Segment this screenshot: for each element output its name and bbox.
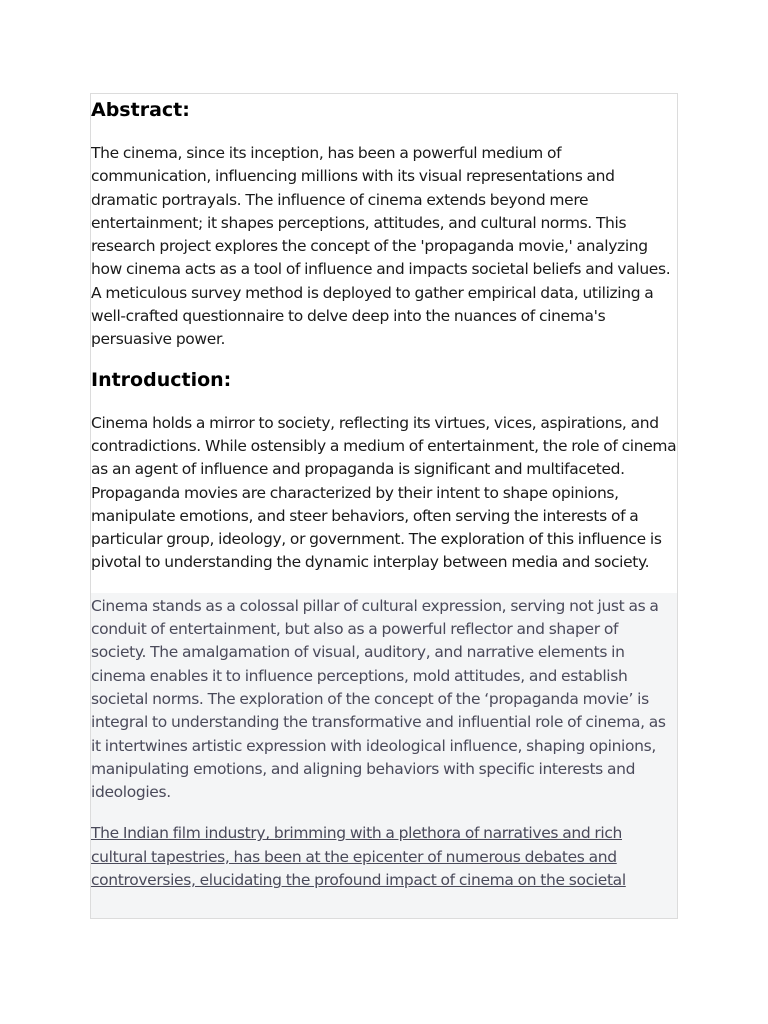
- introduction-paragraph: Cinema holds a mirror to society, reflecting its virtues, vices, aspirations, and contradictions. While ostensibly a medium of entertainment, the role of cinema as an agent of influence and propaganda is significant and multifaceted. Propaganda movies are characterized by their intent to shape opinions, manipulate emotions, and steer behaviors, often serving the interests of a particular group, ideology, or government. The exploration of this influence is pivotal to understanding the dynamic interplay between media and society.: [91, 413, 677, 572]
- document-preview[interactable]: [90, 93, 678, 919]
- highlighted-section: [91, 593, 677, 919]
- highlighted-paragraph-indian-film: The Indian film industry, brimming with a plethora of narratives and rich cultural tapestries, has been at the epicenter of numerous debates and controversies, elucidating the profound impact of cinema on the societal: [91, 824, 626, 890]
- abstract-paragraph: The cinema, since its inception, has been a powerful medium of communication, influencing millions with its visual representations and dramatic portrayals. The influence of cinema extends beyond mere entertainment; it shapes perceptions, attitudes, and cultural norms. This research project explores the concept of the 'propaganda movie,' analyzing how cinema acts as a tool of influence and impacts societal beliefs and values. A meticulous survey method is deployed to gather empirical data, utilizing a well-crafted questionnaire to delve deep into the nuances of cinema's persuasive power.: [91, 144, 671, 349]
- document-body: [91, 94, 677, 575]
- highlighted-paragraph-cinema: Cinema stands as a colossal pillar of cultural expression, serving not just as a conduit of entertainment, but also as a powerful reflector and shaper of society. The amalgamation of visual, auditory, and narrative elements in cinema enables it to influence perceptions, mold attitudes, and establish societal norms. The exploration of the concept of the ‘propaganda movie’ is integral to understanding the transformative and influential role of cinema, as it intertwines artistic expression with ideological influence, shaping opinions, manipulating emotions, and aligning behaviors with specific interests and ideologies.: [91, 596, 666, 802]
- introduction-heading: Introduction:: [91, 368, 232, 391]
- abstract-heading: Abstract:: [91, 99, 190, 121]
